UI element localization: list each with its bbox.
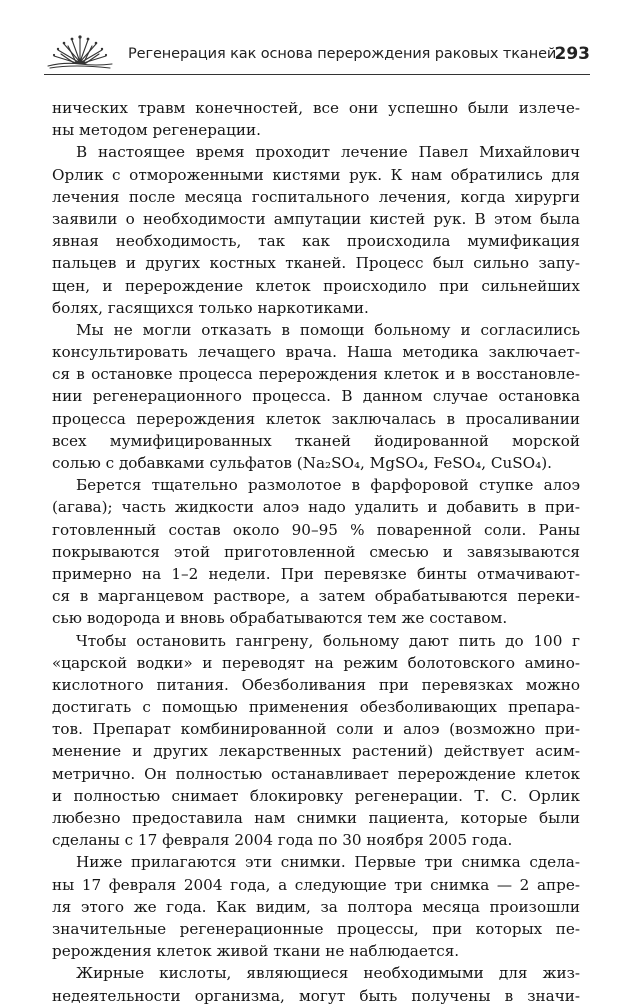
text-line: В настоящее время проходит лечение Павел Михайлович xyxy=(76,143,580,162)
text-line: сью водорода и вновь обрабатываются тем же составом. xyxy=(52,609,508,628)
text-line: (агава); часть жидкости алоэ надо удалить и добавить в при- xyxy=(52,498,580,517)
text-line: готовленный состав около 90–95 % поваренной соли. Раны xyxy=(52,520,580,539)
text-line: ны методом регенерации. xyxy=(52,121,261,140)
body-text xyxy=(52,97,580,1007)
text-line: менение и других лекарственных растений) действует асим- xyxy=(52,742,580,761)
decorative-flourish-icon xyxy=(44,26,116,70)
text-line: щен, и перерождение клеток происходило при сильнейших xyxy=(52,276,580,295)
text-line: Мы не могли отказать в помощи больному и согласились xyxy=(76,320,580,339)
text-line: значительные регенерационные процессы, при которых пе- xyxy=(52,919,580,938)
text-line: заявили о необходимости ампутации кистей рук. В этом была xyxy=(52,209,580,228)
text-line: кислотного питания. Обезболивания при перевязках можно xyxy=(52,675,580,694)
text-line: примерно на 1–2 недели. При перевязке бинты отмачивают- xyxy=(52,564,580,583)
text-line: Жирные кислоты, являющиеся необходимыми для жиз- xyxy=(76,964,580,983)
text-line: тов. Препарат комбинированной соли и алоэ (возможно при- xyxy=(52,720,580,739)
text-line: болях, гасящихся только наркотиками. xyxy=(52,298,369,317)
text-line: ся в марганцевом растворе, а затем обрабатываются переки- xyxy=(52,587,580,606)
text-line: «царской водки» и переводят на режим болотовского амино- xyxy=(52,653,580,672)
text-line: пальцев и других костных тканей. Процесс был сильно запу- xyxy=(52,254,580,273)
running-header xyxy=(44,26,590,80)
running-header-title: Регенерация как основа перерождения раковых тканей xyxy=(128,46,557,62)
header-divider xyxy=(44,74,590,75)
text-line: всех мумифицированных тканей йодированной морской xyxy=(52,431,580,450)
text-line: солью с добавками сульфатов (Na₂SO₄, MgSO₄, FeSO₄, CuSO₄). xyxy=(52,454,552,472)
text-line: ны 17 февраля 2004 года, а следующие три снимка — 2 апре- xyxy=(52,875,580,894)
text-line: Ниже прилагаются эти снимки. Первые три снимка сдела- xyxy=(76,853,580,872)
text-line: явная необходимость, так как происходила мумификация xyxy=(52,232,580,251)
text-line: ся в остановке процесса перерождения клеток и в восстановле- xyxy=(52,365,580,384)
text-line: нических травм конечностей, все они успешно были излече- xyxy=(52,99,580,117)
text-line: покрываются этой приготовленной смесью и завязываются xyxy=(52,542,580,561)
text-line: Берется тщательно размолотое в фарфоровой ступке алоэ xyxy=(76,476,580,495)
text-line: любезно предоставила нам снимки пациента, которые были xyxy=(52,809,580,827)
text-line: нии регенерационного процесса. В данном случае остановка xyxy=(52,387,580,406)
text-line: лечения после месяца госпитального лечения, когда хирурги xyxy=(52,187,580,206)
text-line: и полностью снимает блокировку регенерации. Т. С. Орлик xyxy=(52,786,580,805)
text-line: процесса перерождения клеток заключалась в просаливании xyxy=(52,409,580,428)
text-line: метрично. Он полностью останавливает перерождение клеток xyxy=(52,764,580,783)
page-number: 293 xyxy=(554,44,590,64)
text-line: Орлик с отмороженными кистями рук. К нам обратились для xyxy=(52,165,580,184)
text-line: достигать с помощью применения обезболивающих препара- xyxy=(52,698,580,717)
text-line: ля этого же года. Как видим, за полтора месяца произошли xyxy=(52,897,580,916)
text-line: Чтобы остановить гангрену, больному дают пить до 100 г xyxy=(76,631,580,650)
text-line: рерождения клеток живой ткани не наблюдается. xyxy=(52,942,460,961)
text-line: консультировать лечащего врача. Наша методика заключает- xyxy=(52,343,580,362)
text-line: недеятельности организма, могут быть получены в значи- xyxy=(52,986,580,1005)
text-line: сделаны с 17 февраля 2004 года по 30 ноября 2005 года. xyxy=(52,831,513,850)
